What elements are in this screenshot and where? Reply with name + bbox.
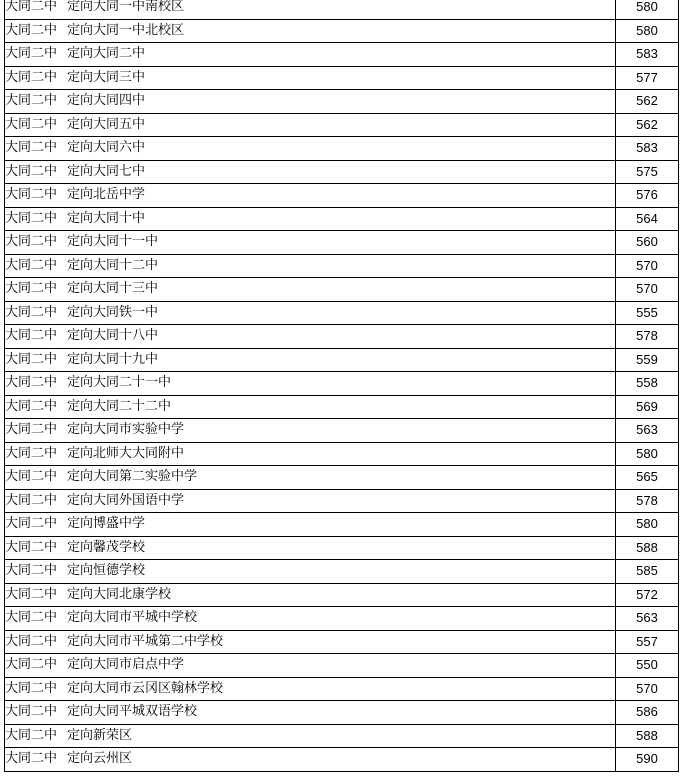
school-name: 大同二中 (5, 0, 58, 15)
score-cell: 580 (616, 513, 679, 537)
table-row (5, 160, 679, 184)
target-name: 定向云州区 (67, 751, 133, 767)
school-cell (5, 113, 616, 137)
school-name: 大同二中 (5, 751, 58, 767)
table-row (5, 66, 679, 90)
school-cell (5, 442, 616, 466)
school-name: 大同二中 (5, 469, 58, 485)
table-body (5, 0, 679, 771)
score-cell: 564 (616, 207, 679, 231)
school-cell (5, 0, 616, 19)
score-cell: 580 (616, 0, 679, 19)
score-cell: 585 (616, 560, 679, 584)
table-row (5, 325, 679, 349)
target-name: 定向恒德学校 (67, 563, 146, 579)
score-cell: 557 (616, 630, 679, 654)
school-cell (5, 466, 616, 490)
school-name: 大同二中 (5, 704, 58, 720)
school-name: 大同二中 (5, 69, 58, 85)
school-cell (5, 184, 616, 208)
score-cell: 572 (616, 583, 679, 607)
score-cell: 563 (616, 419, 679, 443)
school-cell (5, 630, 616, 654)
score-cell: 578 (616, 325, 679, 349)
school-name: 大同二中 (5, 563, 58, 579)
school-cell (5, 207, 616, 231)
school-name: 大同二中 (5, 22, 58, 38)
school-name: 大同二中 (5, 257, 58, 273)
target-name: 定向大同一中南校区 (67, 0, 185, 15)
school-name: 大同二中 (5, 680, 58, 696)
school-cell (5, 160, 616, 184)
school-cell (5, 701, 616, 725)
score-cell: 583 (616, 43, 679, 67)
school-cell (5, 301, 616, 325)
school-cell (5, 607, 616, 631)
target-name: 定向大同二十二中 (67, 398, 172, 414)
school-name: 大同二中 (5, 46, 58, 62)
school-cell (5, 278, 616, 302)
target-name: 定向大同十九中 (67, 351, 159, 367)
table-row (5, 419, 679, 443)
table-row (5, 254, 679, 278)
table-row (5, 348, 679, 372)
table-row (5, 748, 679, 772)
score-cell: 559 (616, 348, 679, 372)
score-cell: 565 (616, 466, 679, 490)
school-name: 大同二中 (5, 140, 58, 156)
school-name: 大同二中 (5, 398, 58, 414)
school-name: 大同二中 (5, 163, 58, 179)
target-name: 定向大同二十一中 (67, 375, 172, 391)
school-cell (5, 583, 616, 607)
target-name: 定向大同七中 (67, 163, 146, 179)
school-cell (5, 677, 616, 701)
target-name: 定向大同北康学校 (67, 586, 172, 602)
target-name: 定向大同十二中 (67, 257, 159, 273)
score-table (4, 0, 679, 772)
school-cell (5, 395, 616, 419)
score-cell: 583 (616, 137, 679, 161)
school-cell (5, 137, 616, 161)
table-row (5, 0, 679, 19)
score-cell: 576 (616, 184, 679, 208)
score-cell: 588 (616, 536, 679, 560)
school-cell (5, 231, 616, 255)
target-name: 定向大同市平城第二中学校 (67, 633, 224, 649)
score-cell: 575 (616, 160, 679, 184)
score-cell: 586 (616, 701, 679, 725)
school-cell (5, 372, 616, 396)
table-row (5, 607, 679, 631)
target-name: 定向大同市云冈区翰林学校 (67, 680, 224, 696)
school-cell (5, 19, 616, 43)
target-name: 定向大同三中 (67, 69, 146, 85)
school-name: 大同二中 (5, 445, 58, 461)
school-cell (5, 419, 616, 443)
target-name: 定向大同十一中 (67, 234, 159, 250)
target-name: 定向大同十三中 (67, 281, 159, 297)
score-cell: 590 (616, 748, 679, 772)
school-name: 大同二中 (5, 304, 58, 320)
table-row (5, 184, 679, 208)
target-name: 定向大同第二实验中学 (67, 469, 198, 485)
school-name: 大同二中 (5, 351, 58, 367)
score-cell: 588 (616, 724, 679, 748)
school-name: 大同二中 (5, 116, 58, 132)
school-cell (5, 724, 616, 748)
school-name: 大同二中 (5, 633, 58, 649)
target-name: 定向大同六中 (67, 140, 146, 156)
target-name: 定向大同平城双语学校 (67, 704, 198, 720)
school-cell (5, 513, 616, 537)
table-row (5, 43, 679, 67)
table-row (5, 90, 679, 114)
school-cell (5, 325, 616, 349)
school-name: 大同二中 (5, 281, 58, 297)
school-cell (5, 348, 616, 372)
score-cell: 562 (616, 90, 679, 114)
table-row (5, 231, 679, 255)
score-cell: 578 (616, 489, 679, 513)
target-name: 定向博盛中学 (67, 516, 146, 532)
school-name: 大同二中 (5, 93, 58, 109)
target-name: 定向大同市启点中学 (67, 657, 185, 673)
table-row (5, 583, 679, 607)
score-cell: 555 (616, 301, 679, 325)
target-name: 定向大同一中北校区 (67, 22, 185, 38)
target-name: 定向北师大大同附中 (67, 445, 185, 461)
school-cell (5, 560, 616, 584)
score-cell: 570 (616, 278, 679, 302)
target-name: 定向大同外国语中学 (67, 492, 185, 508)
table-row (5, 278, 679, 302)
school-cell (5, 536, 616, 560)
target-name: 定向大同十八中 (67, 328, 159, 344)
table-row (5, 466, 679, 490)
table-row (5, 372, 679, 396)
table-row (5, 113, 679, 137)
score-cell: 550 (616, 654, 679, 678)
school-name: 大同二中 (5, 539, 58, 555)
table-row (5, 677, 679, 701)
school-name: 大同二中 (5, 210, 58, 226)
school-name: 大同二中 (5, 187, 58, 203)
school-name: 大同二中 (5, 610, 58, 626)
target-name: 定向大同市平城中学校 (67, 610, 198, 626)
school-name: 大同二中 (5, 586, 58, 602)
table-row (5, 207, 679, 231)
school-name: 大同二中 (5, 516, 58, 532)
table-row (5, 630, 679, 654)
target-name: 定向大同市实验中学 (67, 422, 185, 438)
table-row (5, 19, 679, 43)
table-row (5, 560, 679, 584)
school-cell (5, 90, 616, 114)
school-cell (5, 654, 616, 678)
score-cell: 558 (616, 372, 679, 396)
target-name: 定向大同五中 (67, 116, 146, 132)
table-row (5, 137, 679, 161)
score-cell: 580 (616, 442, 679, 466)
school-name: 大同二中 (5, 422, 58, 438)
score-cell: 563 (616, 607, 679, 631)
table-row (5, 513, 679, 537)
target-name: 定向新荣区 (67, 727, 133, 743)
school-name: 大同二中 (5, 657, 58, 673)
score-cell: 562 (616, 113, 679, 137)
table-row (5, 301, 679, 325)
target-name: 定向北岳中学 (67, 187, 146, 203)
score-cell: 580 (616, 19, 679, 43)
score-cell: 570 (616, 677, 679, 701)
target-name: 定向大同十中 (67, 210, 146, 226)
table-row (5, 536, 679, 560)
target-name: 定向大同铁一中 (67, 304, 159, 320)
score-cell: 569 (616, 395, 679, 419)
table-row (5, 701, 679, 725)
school-name: 大同二中 (5, 234, 58, 250)
school-name: 大同二中 (5, 492, 58, 508)
school-name: 大同二中 (5, 328, 58, 344)
target-name: 定向大同二中 (67, 46, 146, 62)
score-cell: 570 (616, 254, 679, 278)
school-cell (5, 748, 616, 772)
school-cell (5, 254, 616, 278)
table-row (5, 489, 679, 513)
school-name: 大同二中 (5, 375, 58, 391)
school-cell (5, 66, 616, 90)
school-cell (5, 489, 616, 513)
table-row (5, 442, 679, 466)
school-cell (5, 43, 616, 67)
score-cell: 560 (616, 231, 679, 255)
table-row (5, 395, 679, 419)
target-name: 定向大同四中 (67, 93, 146, 109)
table-row (5, 654, 679, 678)
score-cell: 577 (616, 66, 679, 90)
table-row (5, 724, 679, 748)
target-name: 定向馨茂学校 (67, 539, 146, 555)
school-name: 大同二中 (5, 727, 58, 743)
